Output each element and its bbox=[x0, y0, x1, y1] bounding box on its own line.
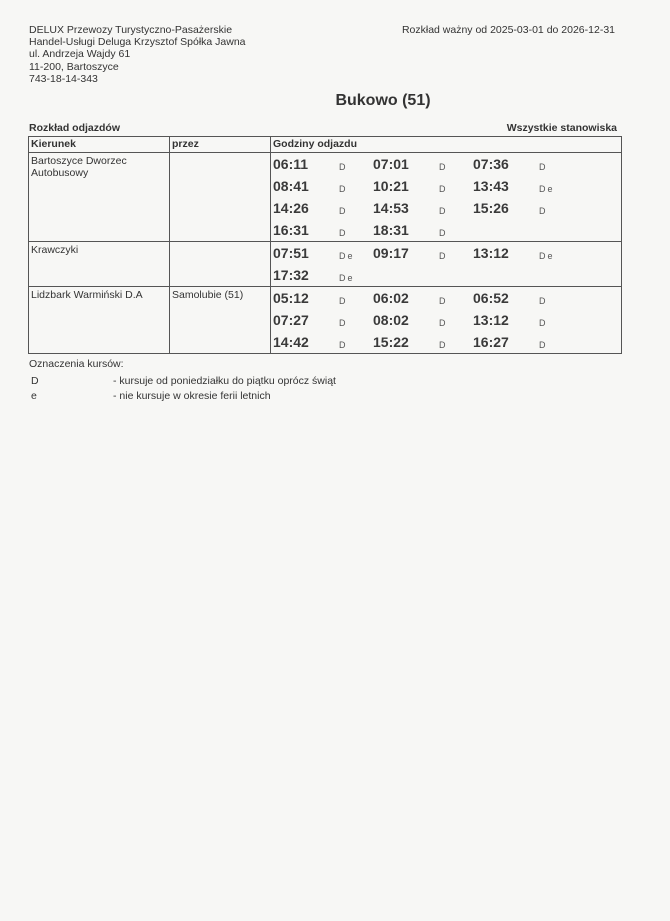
departure bbox=[273, 219, 373, 241]
departure-time: 15:26 bbox=[473, 200, 509, 216]
course-marks: D bbox=[339, 184, 348, 194]
table-row bbox=[29, 153, 622, 242]
departure bbox=[373, 153, 473, 175]
departures-cell bbox=[271, 287, 622, 354]
via-cell: Samolubie (51) bbox=[170, 287, 271, 354]
departure-time: 06:52 bbox=[473, 290, 509, 306]
departure-time: 07:36 bbox=[473, 156, 509, 172]
departure bbox=[373, 331, 473, 353]
header-via: przez bbox=[170, 137, 271, 153]
legend-description: - kursuje od poniedziałku do piątku oprócz świąt bbox=[113, 374, 336, 387]
departure bbox=[273, 175, 373, 197]
course-marks: D bbox=[439, 296, 448, 306]
page-title bbox=[0, 92, 670, 110]
direction-cell: Lidzbark Warmiński D.A bbox=[29, 287, 170, 354]
departure-time: 16:27 bbox=[473, 334, 509, 350]
departure-time: 13:12 bbox=[473, 312, 509, 328]
company-info bbox=[29, 24, 246, 85]
departure bbox=[473, 197, 573, 219]
departure-time: 07:01 bbox=[373, 156, 409, 172]
course-marks: D bbox=[339, 206, 348, 216]
company-line-4: 11-200, Bartoszyce bbox=[29, 60, 119, 73]
legend-title: Oznaczenia kursów: bbox=[29, 358, 124, 370]
course-marks: D bbox=[339, 162, 348, 172]
departure bbox=[373, 175, 473, 197]
course-marks: De bbox=[339, 273, 355, 283]
company-line-1: DELUX Przewozy Turystyczno-Pasażerskie bbox=[29, 24, 233, 36]
departure-time: 08:02 bbox=[373, 312, 409, 328]
course-marks: D bbox=[539, 206, 548, 216]
departure-time: 14:26 bbox=[273, 200, 309, 216]
departure-grid bbox=[271, 287, 621, 353]
timetable bbox=[28, 136, 622, 354]
departure bbox=[373, 309, 473, 331]
departure bbox=[273, 264, 373, 286]
departure-time: 16:31 bbox=[273, 222, 309, 238]
departure bbox=[473, 242, 573, 264]
course-marks: D bbox=[439, 251, 448, 261]
departure bbox=[373, 242, 473, 264]
course-marks: D bbox=[439, 228, 448, 238]
departure bbox=[473, 153, 573, 175]
company-line-3: ul. Andrzeja Wajdy 61 bbox=[29, 48, 131, 61]
departure-time: 09:17 bbox=[373, 245, 409, 261]
legend bbox=[29, 358, 336, 403]
header-departures: Godziny odjazdu bbox=[271, 137, 622, 153]
course-marks: D bbox=[439, 162, 448, 172]
departure-time: 14:42 bbox=[273, 334, 309, 350]
departure-time: 07:51 bbox=[273, 245, 309, 261]
legend-code: e bbox=[31, 389, 37, 402]
departure bbox=[273, 309, 373, 331]
course-marks: D bbox=[339, 318, 348, 328]
platforms-heading: Wszystkie stanowiska bbox=[506, 122, 617, 134]
departure-time: 06:11 bbox=[273, 156, 309, 172]
course-marks: D bbox=[539, 162, 548, 172]
departure bbox=[273, 197, 373, 219]
stop-name: Bukowo (51) bbox=[335, 92, 431, 109]
header-direction: Kierunek bbox=[29, 137, 170, 153]
table-row bbox=[29, 287, 622, 354]
departure bbox=[373, 287, 473, 309]
departure bbox=[473, 331, 573, 353]
via-cell bbox=[170, 242, 271, 287]
departure-time: 14:53 bbox=[373, 200, 409, 216]
legend-description: - nie kursuje w okresie ferii letnich bbox=[113, 389, 271, 402]
departure-time: 18:31 bbox=[373, 222, 409, 238]
departure-time: 15:22 bbox=[373, 334, 409, 350]
validity-period: Rozkład ważny od 2025-03-01 do 2026-12-31 bbox=[401, 24, 615, 36]
departures-cell bbox=[271, 153, 622, 242]
departure bbox=[273, 153, 373, 175]
legend-item bbox=[29, 373, 336, 388]
legend-code: D bbox=[31, 374, 39, 387]
departure-grid bbox=[271, 153, 621, 241]
company-line-5: 743-18-14-343 bbox=[29, 72, 98, 85]
departure bbox=[473, 309, 573, 331]
departure-time: 08:41 bbox=[273, 178, 309, 194]
course-marks: D bbox=[339, 228, 348, 238]
via-cell bbox=[170, 153, 271, 242]
departure bbox=[273, 242, 373, 264]
course-marks: D bbox=[339, 296, 348, 306]
legend-item bbox=[29, 388, 336, 403]
direction-cell: Krawczyki bbox=[29, 242, 170, 287]
departure bbox=[373, 197, 473, 219]
course-marks: D bbox=[439, 340, 448, 350]
departure-time: 13:43 bbox=[473, 178, 509, 194]
course-marks: D bbox=[439, 184, 448, 194]
departure bbox=[473, 287, 573, 309]
departure-time: 05:12 bbox=[273, 290, 309, 306]
course-marks: De bbox=[539, 251, 555, 261]
course-marks: De bbox=[539, 184, 555, 194]
departure bbox=[273, 287, 373, 309]
departures-heading: Rozkład odjazdów bbox=[29, 122, 121, 134]
departure-grid bbox=[271, 242, 621, 286]
departure bbox=[273, 331, 373, 353]
departure bbox=[373, 219, 473, 241]
departure bbox=[473, 175, 573, 197]
course-marks: D bbox=[339, 340, 348, 350]
departure-time: 10:21 bbox=[373, 178, 409, 194]
course-marks: De bbox=[339, 251, 355, 261]
course-marks: D bbox=[439, 318, 448, 328]
departure-time: 07:27 bbox=[273, 312, 309, 328]
departure-time: 13:12 bbox=[473, 245, 509, 261]
departure-time: 06:02 bbox=[373, 290, 409, 306]
departures-cell bbox=[271, 242, 622, 287]
company-line-2: Handel-Usługi Deluga Krzysztof Spółka Jawna bbox=[29, 36, 246, 49]
course-marks: D bbox=[539, 296, 548, 306]
direction-cell: Bartoszyce Dworzec Autobusowy bbox=[29, 153, 170, 242]
course-marks: D bbox=[539, 318, 548, 328]
table-row bbox=[29, 242, 622, 287]
course-marks: D bbox=[439, 206, 448, 216]
course-marks: D bbox=[539, 340, 548, 350]
departure-time: 17:32 bbox=[273, 267, 309, 283]
table-header-row bbox=[29, 137, 622, 153]
